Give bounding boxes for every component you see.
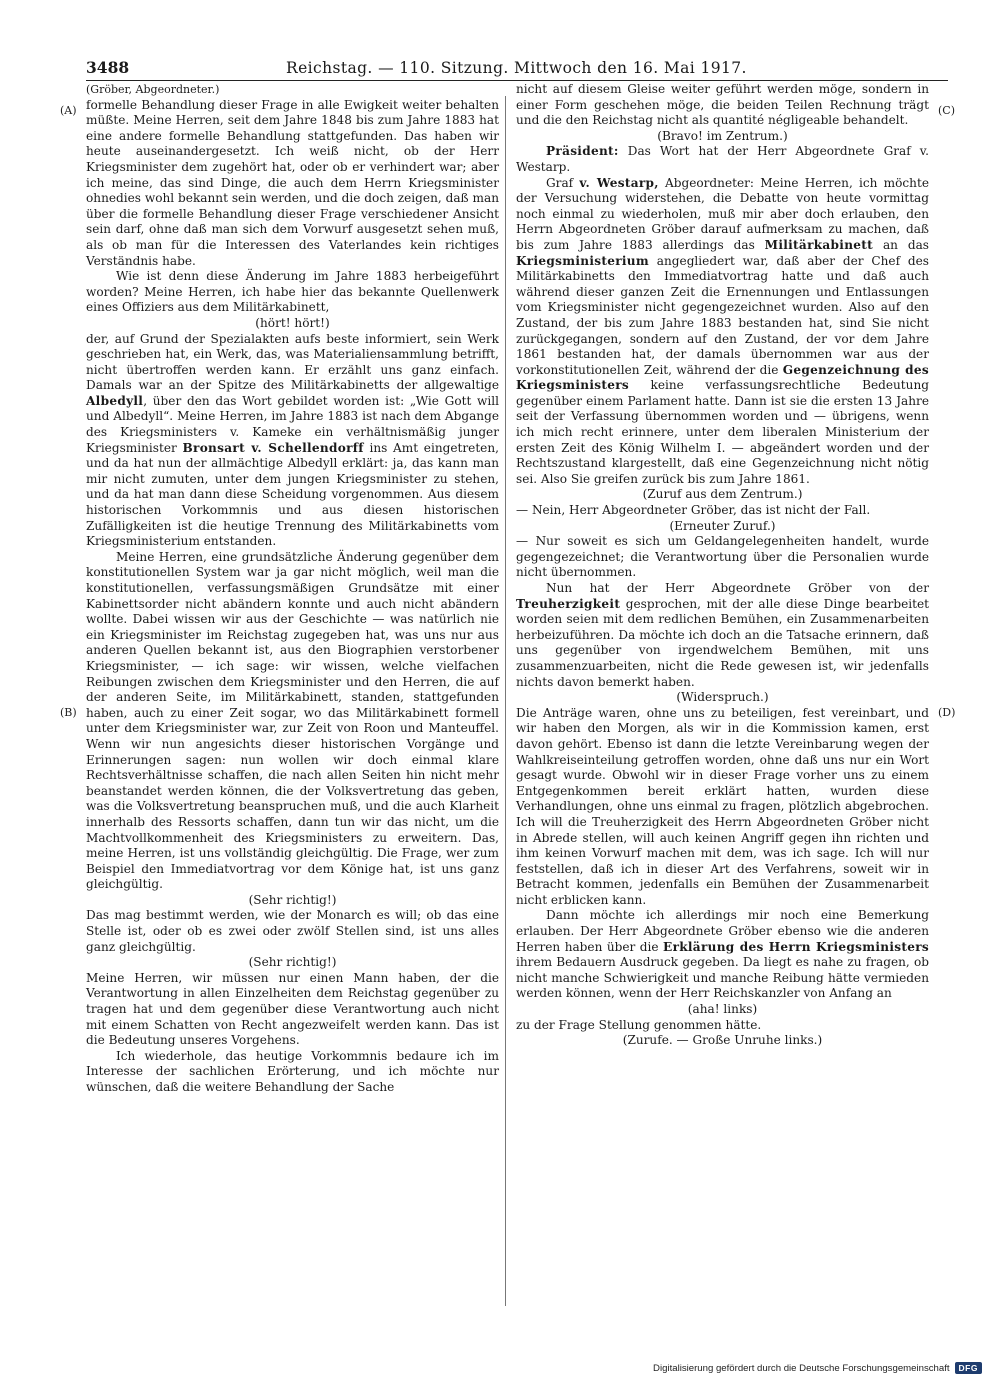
text-run: Dann möchte ich allerdings mir noch eine Bemerkung erlauben. Der Herr Abgeordnete Gröber ebenso wie die anderen Herren haben über die xyxy=(516,908,929,954)
term-militaerkabinett: Militärkabinett xyxy=(764,237,874,252)
margin-mark-b: (B) xyxy=(60,706,77,719)
margin-mark-c: (C) xyxy=(938,104,955,117)
header-rule xyxy=(86,80,948,81)
dfg-logo: DFG xyxy=(955,1362,982,1374)
interjection: (Zuruf aus dem Zentrum.) xyxy=(642,487,803,502)
paragraph xyxy=(516,176,929,488)
interjection: (Sehr richtig!) xyxy=(248,892,337,907)
text-run: Nun hat der Herr Abgeordnete Gröber von der xyxy=(546,581,929,595)
paragraph: — Nein, Herr Abgeordneter Gröber, das ist nicht der Fall. xyxy=(516,503,871,518)
name-bronsart: Bronsart v. Schellendorff xyxy=(182,440,364,455)
speaker-president: Präsident: xyxy=(546,144,619,159)
margin-mark-a: (A) xyxy=(60,104,77,117)
text-run: angegliedert war, daß aber der Chef des Militärkabinetts den Immediatvortrag hatte und daß auch während dieser ganzen Zeit die Ernennungen und Entlassungen vom Kriegsminister nicht gegengezeichnet wurden. Also auf den Zustand, der bis zum Jahre 1883 bestanden hat, sind Sie nicht zurückgegangen, sondern auf den Zustand, der vor dem Jahre 1861 bestanden hat, der damals übernommen war aus der vorkonstitutionellen Zeit, während der die xyxy=(516,253,929,377)
paragraph: Meine Herren, wir müssen nur einen Mann haben, der die Verantwortung in allen Einzelheiten dem Reichstag gegenüber zu tragen hat und dem gegenüber diese Verantwortung auch nicht mit einem Schatten von Recht angezweifelt werden kann. Das ist die Bedeutung unseres Vorgehens. xyxy=(86,970,499,1048)
paragraph xyxy=(516,144,929,175)
paragraph: Meine Herren, eine grundsätzliche Änderung gegenüber dem konstitutionellen System war ja gar nicht möglich, weil man die konstitutionellen, verfassungsmäßigen Grundsätze mit einer Kabinettsorder nicht abändern konnte und auch nicht abändern wollte. Dabei wissen wir aus der Geschichte — was natürlich nie ein Kriegsminister im Reichstag zugegeben hat, was uns nur aus anderen Quellen bekannt ist, aus den Biographien verstorbener Kriegsminister, — ich sage: wir wissen, welche vielfachen Reibungen zwischen dem Kriegsminister und den Herren, die auf der anderen Seite, im Militärkabinett, standen, stattgefunden haben, auch zu einer Zeit sogar, wo das Militärkabinett formell unter dem Kriegsminister war, zur Zeit von Roon und Manteuffel. Wenn wir nun angesichts dieser historischen Vorgänge und Erinnerungen sagen: nun wollen wir doch einmal klare Rechtsverhältnisse schaffen, die nach allen Seiten hin nicht mehr beanstandet werden können, die der Volksvertretung das geben, was die Volksvertretung beanspruchen muß, und die auch Klarheit innerhalb des Ressorts schaffen, dann tun wir das nicht, um die Machtvollkommenheit des Kriegsministers zu erweitern. Das, meine Herren, ist uns vollständig gleichgültig. Die Frage, wer zum Beispiel den Immediatvortrag vor dem Könige hat, ist uns ganz gleichgültig. xyxy=(86,549,499,892)
interjection: (aha! links) xyxy=(687,1002,758,1017)
term-gegenzeichnung: Gegenzeichnung des Kriegsministers xyxy=(516,362,929,393)
column-divider xyxy=(505,96,506,1306)
paragraph xyxy=(516,581,929,690)
text-run: Abgeordneter: Meine Herren, ich möchte der Versuchung widerstehen, die Debatte von heute vormittag noch einmal zu wiederholen, muß mir aber doch erlauben, den Herrn Abgeordneten Gröber darauf aufmerksam zu machen, daß bis zum Jahre 1883 allerdings das xyxy=(516,175,929,252)
text-run: Graf xyxy=(546,175,574,190)
paragraph: Das mag bestimmt werden, wie der Monarch es will; ob das eine Stelle ist, oder ob es zwei oder zwölf Stellen sind, ist uns alles ganz gleichgültig. xyxy=(86,908,499,954)
text-run: keine verfassungsrechtliche Bedeutung gegenüber einem Parlament hatte. Dann ist sie die ersten 13 Jahre seit der Verfassung übernommen worden und — übrigens, wenn ich mich recht erinnere, unter dem liberalen Ministerium der ersten Zeit des König Wilhelm I. — abgeändert worden und der Rechtszustand klargestellt, daß eine Gegenzeichnung nicht nötig sei. Also Sie greifen zurück bis zum Jahre 1861. xyxy=(516,378,929,486)
running-head: Reichstag. — 110. Sitzung. Mittwoch den 16. Mai 1917. xyxy=(286,59,747,77)
left-column xyxy=(86,82,499,1096)
paragraph xyxy=(86,332,499,550)
text-run: Das Wort hat der Herr Abgeordnete Graf v. Westarp. xyxy=(516,144,929,174)
margin-mark-d: (D) xyxy=(938,706,956,719)
interjection: (Sehr richtig!) xyxy=(248,955,337,970)
text-run: , über den das Wort gebildet worden ist: „Wie Gott will und Albedyll“. Meine Herren, im Jahre 1883 ist nach dem Abgange des Kriegsministers v. Kameke ein verhältnismäßig junger Kriegsminister xyxy=(86,393,499,455)
term-kriegsministerium: Kriegsministerium xyxy=(516,253,649,268)
speaker-westarp: v. Westarp, xyxy=(579,175,659,190)
running-header xyxy=(86,56,948,82)
paragraph: — Nur soweit es sich um Geldangelegenheiten handelt, wurde gegengezeichnet; die Verantwortung über die Personalien wurde nicht übernommen. xyxy=(516,534,929,580)
paragraph xyxy=(516,908,929,1002)
speaker-tag: (Gröber, Abgeordneter.) xyxy=(86,83,220,96)
interjection: (Widerspruch.) xyxy=(676,690,769,705)
paragraph: Wie ist denn diese Änderung im Jahre 1883 herbeigeführt worden? Meine Herren, ich habe hier das bekannte Quellenwerk eines Offiziers aus dem Militärkabinett, xyxy=(86,269,499,315)
term-erklaerung: Erklärung des Herrn Kriegsministers xyxy=(663,939,929,954)
name-albedyll: Albedyll xyxy=(86,393,144,408)
text-run: der, auf Grund der Spezialakten aufs beste informiert, sein Werk geschrieben hat, ein Werk, das, was Materialiensammlung betrifft, nicht übertroffen werden kann. Er erzählt uns ganz einfach. Damals war an der Spitze des Militärkabinetts der allgewaltige xyxy=(86,331,499,393)
paragraph: Ich wiederhole, das heutige Vorkommnis bedaure ich im Interesse der sachlichen Erörterung, und ich möchte nur wünschen, daß die weitere Behandlung der Sache xyxy=(86,1048,499,1094)
page-number: 3488 xyxy=(86,58,130,77)
interjection: (Bravo! im Zentrum.) xyxy=(657,128,788,143)
paragraph: zu der Frage Stellung genommen hätte. xyxy=(516,1017,762,1032)
interjection: (Erneuter Zuruf.) xyxy=(669,518,776,533)
interjection: (hört! hört!) xyxy=(255,315,330,330)
text-run: an das xyxy=(882,237,929,252)
text-run: gesprochen, mit der alle diese Dinge bearbeitet worden seien mit dem redlichen Bemühen, ein Zusammenarbeiten herbeizuführen. Da möchte ich doch an die Tatsache erinnern, daß uns gegenüber von irgendwelchem Bemühen, mit uns zusammenzuarbeiten, nicht die Rede gewesen ist, wir jedenfalls nichts davon bemerkt haben. xyxy=(516,596,929,689)
text-run: ins Amt eingetreten, und da hat nun der allmächtige Albedyll erklärt: ja, das kann man mir nicht zumuten, unter dem jungen Kriegsminister zu stehen, und da hat man dann diese Scheidung vorgenommen. Aus diesem historischen Vorkommnis und aus diesen historischen Zufälligkeiten ist die heutige Trennung des Militärkabinetts vom Kriegsministerium entstanden. xyxy=(86,440,499,549)
interjection: (Zurufe. — Große Unruhe links.) xyxy=(622,1033,823,1048)
paragraph: nicht auf diesem Gleise weiter geführt werden möge, sondern in einer Form geschehen möge, die beiden Teilen Rechnung trägt und die den Reichstag nicht als quantité négligeable behandelt. xyxy=(516,82,929,128)
right-column xyxy=(516,82,929,1049)
footer-text: Digitalisierung gefördert durch die Deutsche Forschungsgemeinschaft xyxy=(653,1362,950,1374)
footer-credit xyxy=(653,1362,982,1374)
term-treuherzigkeit: Treuherzigkeit xyxy=(516,596,621,611)
paragraph: formelle Behandlung dieser Frage in alle Ewigkeit weiter behalten müßte. Meine Herren, seit dem Jahre 1848 bis zum Jahre 1883 hat eine andere formelle Behandlung stattgefunden. Das haben wir heute auseinandergesetzt. Ich weiß nicht, ob der Herr Kriegsminister dem zugehört hat, oder ob er verhindert war; aber ich meine, das sind Dinge, die auch dem Herrn Kriegsminister ohnedies wohl bekannt sein werden, und die doch zeigen, daß man über die formelle Behandlung dieser Frage verschiedener Ansicht sein darf, ohne daß man sich dem Vorwurf ausgesetzt sehen muß, als ob man für die Interessen des Vaterlandes kein richtiges Verständnis habe. xyxy=(86,97,499,268)
paragraph: Die Anträge waren, ohne uns zu beteiligen, fest vereinbart, und wir haben den Morgen, als wir in die Kommission kamen, erst davon gehört. Ebenso ist dann die letzte Vereinbarung wegen der Wahlkreiseinteilung getroffen worden, ohne daß uns nur ein Wort gesagt wurde. Obwohl wir in dieser Frage vorher uns zu einem Entgegenkommen bereit erklärt hatten, wurden diese Verhandlungen, ohne uns einmal zu fragen, plötzlich abgebrochen. Ich will die Treuherzigkeit des Herrn Abgeordneten Gröber nicht in Abrede stellen, will auch keinen Angriff gegen ihn richten und ihm keinen Vorwurf machen mit dem, was ich sage. Ich will nur feststellen, daß ich in dieser Art des Verfahrens, soweit wir in Betracht kommen, jedenfalls ein Bemühen der Zusammenarbeit nicht erblicken kann. xyxy=(516,705,929,907)
text-run: ihrem Bedauern Ausdruck gegeben. Da liegt es nahe zu fragen, ob nicht manche Schwierigkeit und manche Reibung hätte vermieden werden können, wenn der Herr Reichskanzler von Anfang an xyxy=(516,955,929,1001)
